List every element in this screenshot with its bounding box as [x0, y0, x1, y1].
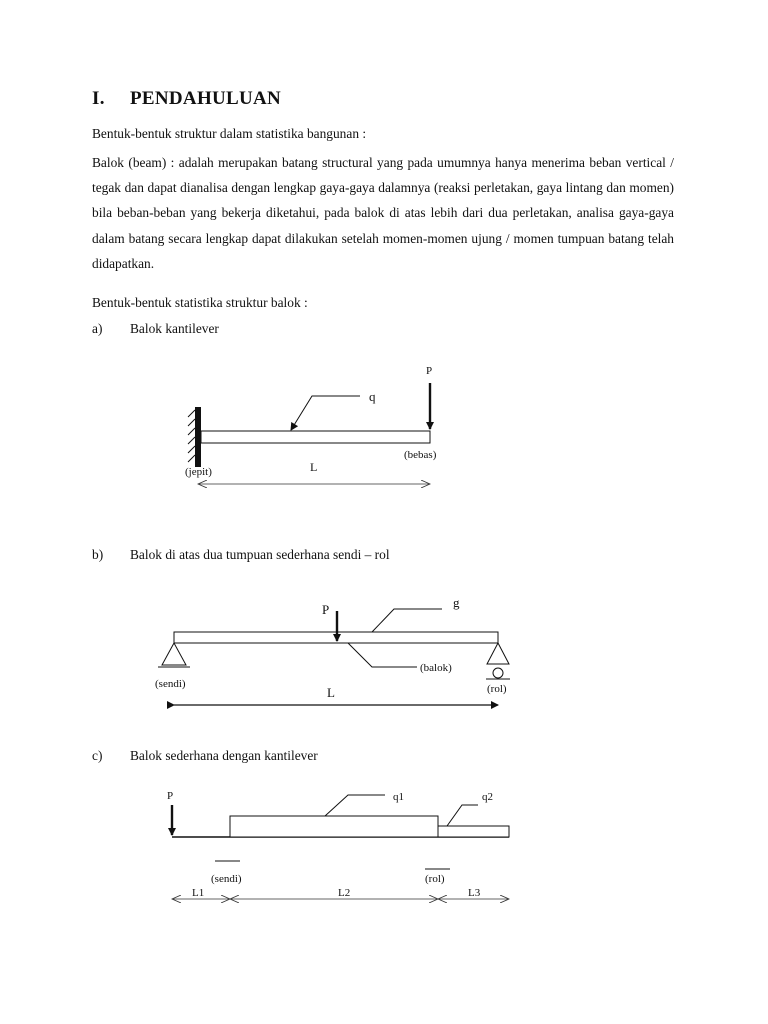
label-rol: (rol) [487, 683, 507, 695]
fixed-support-wall [195, 407, 201, 467]
beam-forms-intro: Bentuk-bentuk statistika struktur balok : [92, 295, 308, 310]
label-q1: q1 [393, 791, 404, 803]
label-q2: q2 [482, 791, 493, 803]
label-l3: L3 [468, 887, 481, 899]
label-bebas: (bebas) [404, 449, 437, 461]
cantilever-diagram [185, 365, 437, 484]
intro-line: Bentuk-bentuk struktur dalam statistika bangunan : [92, 126, 367, 141]
list-item-a-text: Balok kantilever [130, 321, 219, 336]
roller-support-icon [486, 643, 510, 679]
load-g-leader [372, 609, 442, 632]
fixed-support-hatch [188, 410, 195, 462]
q1-leader [325, 795, 385, 816]
label-l1: L1 [192, 887, 205, 899]
list-item-c-text: Balok sederhana dengan kantilever [130, 748, 318, 763]
label-rol: (rol) [425, 873, 445, 885]
label-l2: L2 [338, 887, 351, 899]
label-length: L [310, 460, 318, 474]
label-p: P [167, 790, 174, 802]
label-length: L [327, 685, 335, 700]
beam-definition-paragraph: Balok (beam) : adalah merupakan batang structural yang pada umumnya hanya menerima beban vertical / tegak dan dapat dianalisa dengan lengkap gaya-gaya dalamnya (reaksi perletakan, gaya lintang dan momen) bila beban-beban yang bekerja diketahui, pada balok di atas lebih dari dua perletakan, analisa gaya-gaya dalam batang secara lengkap dapat dilakukan setelah momen-momen ujung / momen tumpuan batang telah didapatkan. [92, 155, 674, 271]
section-title: PENDAHULUAN [130, 88, 282, 109]
distributed-load-leader [291, 396, 360, 430]
beam-label-leader [348, 643, 417, 667]
list-item-b-text: Balok di atas dua tumpuan sederhana sendi – rol [130, 547, 390, 562]
overhang-beam-diagram [167, 790, 509, 899]
section-number: I. [92, 88, 105, 109]
simple-beam-diagram [155, 595, 510, 705]
label-q: q [369, 389, 376, 404]
label-jepit: (jepit) [185, 466, 212, 478]
pin-support-icon [158, 643, 190, 667]
label-sendi: (sendi) [155, 678, 186, 690]
label-g: g [453, 595, 460, 610]
list-item-a-label: a) [92, 321, 103, 336]
distributed-load-q2-block [438, 826, 509, 837]
list-item-b-label: b) [92, 547, 104, 562]
label-balok: (balok) [420, 662, 452, 674]
label-p: P [322, 602, 330, 617]
label-p: P [426, 365, 433, 377]
cantilever-beam [201, 431, 430, 443]
label-sendi: (sendi) [211, 873, 242, 885]
list-item-c-label: c) [92, 748, 103, 763]
q2-leader [447, 805, 478, 826]
distributed-load-q1-block [230, 816, 438, 837]
